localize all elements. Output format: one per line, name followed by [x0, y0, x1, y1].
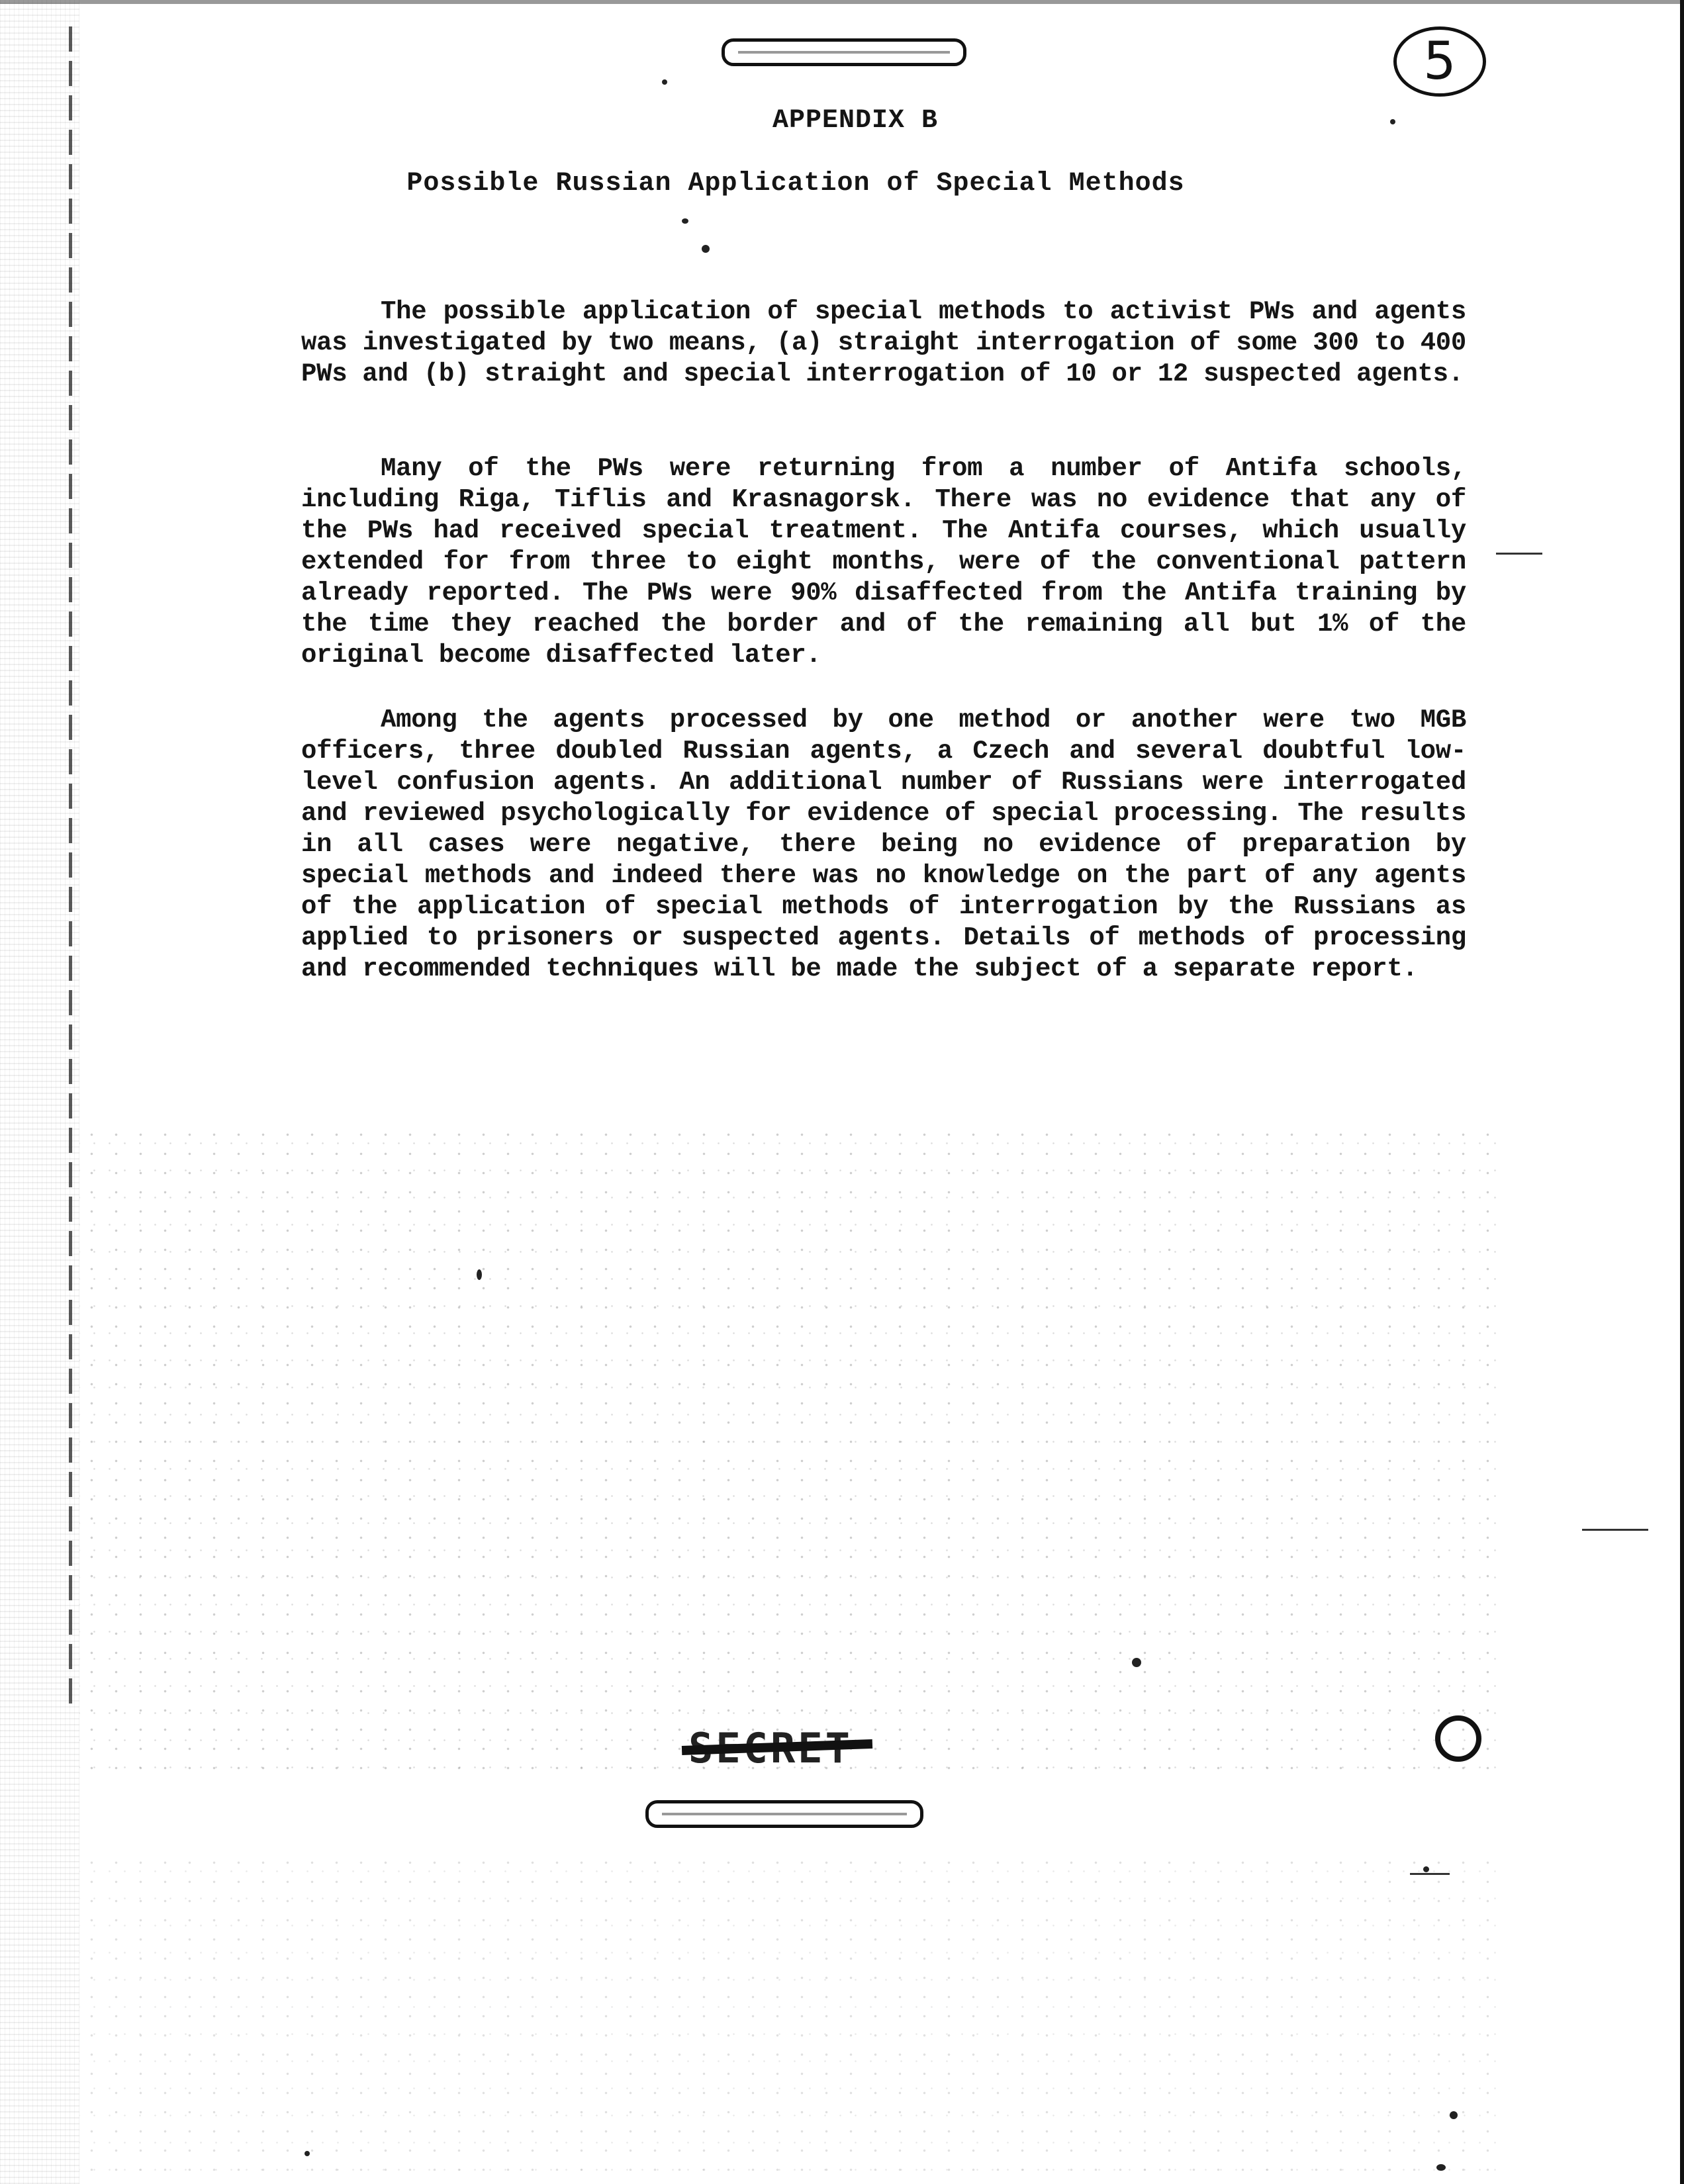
paragraph-1 [301, 296, 1466, 390]
scan-speck [662, 79, 667, 85]
scan-speck [304, 2151, 310, 2156]
top-scan-edge [0, 0, 1684, 4]
margin-tick [1496, 553, 1542, 555]
document-subtitle: Possible Russian Application of Special Methods [406, 169, 1185, 199]
scan-speck [1450, 2111, 1458, 2119]
margin-tick [1410, 1873, 1450, 1875]
scan-speck [682, 218, 688, 224]
scan-speck [1390, 119, 1395, 124]
right-scan-edge [1680, 0, 1684, 2184]
redaction-box-top [722, 38, 966, 66]
appendix-heading: APPENDIX B [772, 106, 939, 136]
margin-tick [1582, 1529, 1648, 1531]
scan-speck [1436, 2164, 1446, 2171]
scan-speck [702, 245, 710, 253]
left-margin-scan-noise [0, 0, 79, 2184]
circle-mark [1435, 1715, 1481, 1762]
paragraph-3-text: Among the agents processed by one method or another were two MGB officers, three doubled Russian agents, a Czech and several doubtful low-level confusion agents. An additional number of Russians were interrogated and reviewed psychologically for evidence of special processing. The results in all cases were negative, there being no evidence of preparation by special methods and indeed there was no knowledge on the part of any agents of the application of special methods of interrogation by the Russians as applied to prisoners or suspected agents. Details of methods of processing and recommended techniques will be made the subject of a separate report. [301, 705, 1466, 983]
scan-noise-area [79, 1125, 1503, 1774]
paragraph-3 [301, 705, 1466, 985]
paragraph-2 [301, 453, 1466, 671]
paragraph-2-text: Many of the PWs were returning from a number of Antifa schools, including Riga, Tiflis and Krasnagorsk. There was no evidence that any of the PWs had received special treatment. The Antifa courses, which usually extended for from three to eight months, were of the conventional pattern already reported. The PWs were 90% disaffected from the Antifa training by the time they reached the border and of the remaining all but 1% of the original become disaffected later. [301, 454, 1466, 670]
scan-speck [1132, 1658, 1141, 1667]
classification-marking [688, 1724, 853, 1772]
scan-speck [477, 1269, 482, 1280]
redaction-box-bottom [645, 1800, 923, 1828]
page-number: 5 [1393, 26, 1486, 97]
scan-speck [1423, 1866, 1429, 1872]
paragraph-1-text: The possible application of special methods to activist PWs and agents was investigated by two means, (a) straight interrogation of some 300 to 400 PWs and (b) straight and special interrogation of 10 or 12 suspected agents. [301, 297, 1466, 388]
binding-line [69, 26, 72, 1707]
scan-noise-area-bottom [79, 1853, 1503, 2171]
